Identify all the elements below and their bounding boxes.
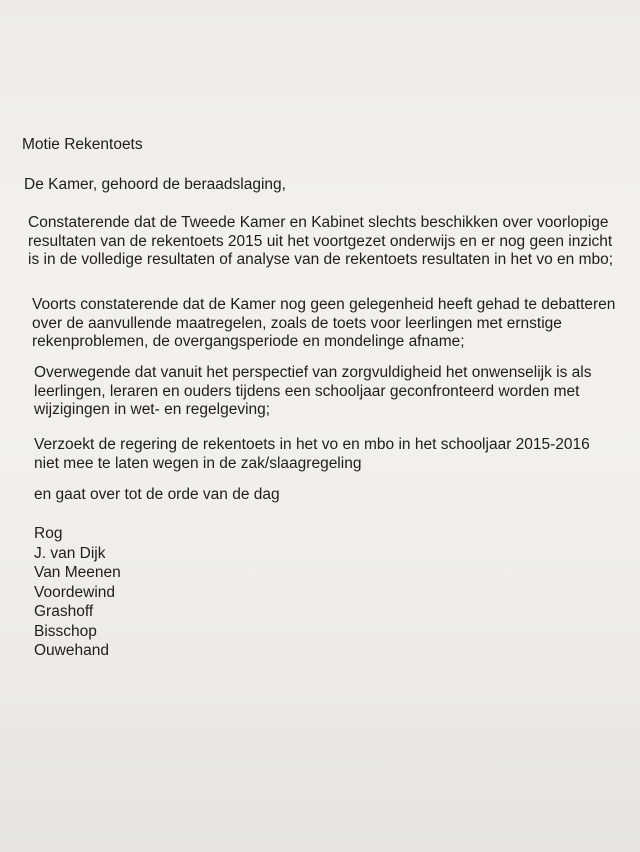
paragraph-voorts-constaterende	[32, 296, 615, 352]
paragraph-line: wijzigingen in wet- en regelgeving;	[34, 401, 271, 418]
paragraph-line: is in de volledige resultaten of analyse van de rekentoets resultaten in het vo en mbo;	[28, 251, 614, 268]
paragraph-line: rekenproblemen, de overgangsperiode en mondelinge afname;	[32, 333, 465, 350]
paragraph-constaterende	[28, 214, 613, 270]
document-title: Motie Rekentoets	[22, 136, 143, 153]
paragraph-line: leerlingen, leraren en ouders tijdens een schooljaar geconfronteerd worden met	[34, 382, 580, 400]
paragraph-overwegende	[34, 364, 591, 420]
opening-line: De Kamer, gehoord de beraadslaging,	[24, 176, 286, 193]
paragraph-line: Voorts constaterende dat de Kamer nog geen gelegenheid heeft gehad te debatteren	[32, 296, 616, 313]
signatory-name: J. van Dijk	[34, 544, 106, 562]
signatory-list	[34, 524, 121, 661]
paragraph-verzoekt	[34, 436, 590, 473]
paragraph-line: Overwegende dat vanuit het perspectief van zorgvuldigheid het onwenselijk is als	[34, 364, 592, 381]
signatory-name: Rog	[34, 525, 63, 542]
signatory-name: Van Meenen	[34, 564, 121, 581]
signatory-name: Ouwehand	[34, 642, 109, 659]
signatory-name: Grashoff	[34, 603, 94, 620]
paragraph-line: Constaterende dat de Tweede Kamer en Kabinet slechts beschikken over voorlopige	[28, 214, 609, 231]
paragraph-line: niet mee te laten wegen in de zak/slaagregeling	[34, 454, 362, 472]
signatory-name: Bisschop	[34, 622, 97, 640]
paragraph-line: over de aanvullende maatregelen, zoals de toets voor leerlingen met ernstige	[32, 314, 562, 332]
signatory-name: Voordewind	[34, 583, 116, 601]
paragraph-line: Verzoekt de regering de rekentoets in het vo en mbo in het schooljaar 2015-2016	[34, 436, 590, 453]
closing-line: en gaat over tot de orde van de dag	[34, 486, 280, 503]
paragraph-line: resultaten van de rekentoets 2015 uit het voortgezet onderwijs en er nog geen inzicht	[28, 232, 613, 250]
